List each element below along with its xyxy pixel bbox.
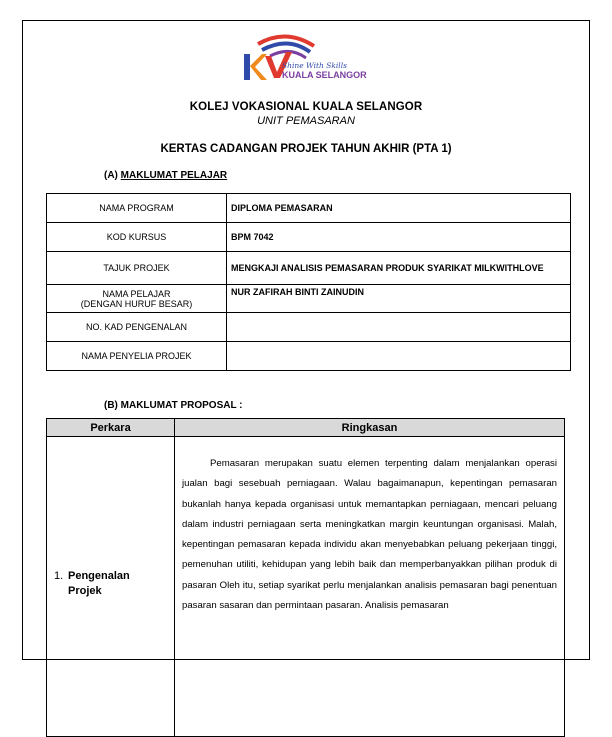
proposal-row-introduction: [47, 437, 565, 737]
item-title-line1: Pengenalan: [68, 570, 130, 582]
proposal-header-row: [47, 419, 565, 437]
summary-text: Pemasaran merupakan suatu elemen terpenting dalam menjalankan operasi jualan bagi sesebuah perniagaan. Walau bagaimanapun, kepentingan pemasaran bukanlah hanya kepada organisasi untuk memantapkan perniagaan, mencari peluang dalam industri perniagaan serta meningkatkan margin keuntungan organisasi. Malah, kepentingan pemasaran kepada individu akan menyebabkan peluang pekerjaan tinggi, pemenuhan utiliti, kehidupan yang lebih baik dan memperbanyakkan pilihan produk di pasaran Oleh itu, setiap syarikat perlu menjalankan analisis pemasaran bagi penentuan pasaran sasaran dan permintaan pasaran. Analisis pemasaran: [182, 458, 557, 612]
row-ic: [47, 313, 571, 342]
section-a-heading: [104, 170, 227, 181]
proposal-table: [46, 418, 565, 737]
ic-number-value: [227, 313, 571, 342]
section-b-heading: (B) MAKLUMAT PROPOSAL :: [104, 400, 243, 411]
ic-number-label: NO. KAD PENGENALAN: [47, 313, 227, 342]
row-program: [47, 194, 571, 223]
college-logo: [236, 30, 376, 86]
document-title: KERTAS CADANGAN PROJEK TAHUN AKHIR (PTA 1): [160, 143, 452, 155]
row-project: [47, 252, 571, 285]
course-code-label: KOD KURSUS: [47, 223, 227, 252]
course-code-value: BPM 7042: [227, 223, 571, 252]
college-name: KOLEJ VOKASIONAL KUALA SELANGOR: [189, 101, 423, 113]
column-header-item: Perkara: [47, 419, 175, 437]
project-title-value: MENGKAJI ANALISIS PEMASARAN PRODUK SYARIKAT MILKWITHLOVE: [227, 252, 571, 285]
student-name-label-line2: (DENGAN HURUF BESAR): [80, 298, 193, 309]
student-name-label: [47, 285, 227, 313]
item-title-line2: Projek: [68, 585, 102, 597]
unit-name: UNIT PEMASARAN: [257, 115, 355, 127]
program-label: NAMA PROGRAM: [47, 194, 227, 223]
column-header-summary: Ringkasan: [175, 419, 565, 437]
program-value: DIPLOMA PEMASARAN: [227, 194, 571, 223]
section-a-title: MAKLUMAT PELAJAR: [120, 170, 228, 181]
item-cell: [47, 437, 175, 737]
supervisor-value: [227, 342, 571, 371]
student-info-table: [46, 193, 571, 371]
row-student: [47, 285, 571, 313]
student-name-value: NUR ZAFIRAH BINTI ZAINUDIN: [227, 285, 571, 313]
row-supervisor: [47, 342, 571, 371]
item-label: [54, 569, 174, 599]
summary-cell: [175, 437, 565, 737]
logo-name: KUALA SELANGOR: [282, 70, 367, 80]
section-a-prefix: (A): [104, 170, 121, 181]
row-course: [47, 223, 571, 252]
student-name-label-line1: NAMA PELAJAR: [102, 288, 171, 299]
item-number: 1.: [54, 570, 64, 582]
supervisor-label: NAMA PENYELIA PROJEK: [47, 342, 227, 371]
logo-slogan: Shine With Skills: [282, 61, 347, 70]
project-title-label: TAJUK PROJEK: [47, 252, 227, 285]
